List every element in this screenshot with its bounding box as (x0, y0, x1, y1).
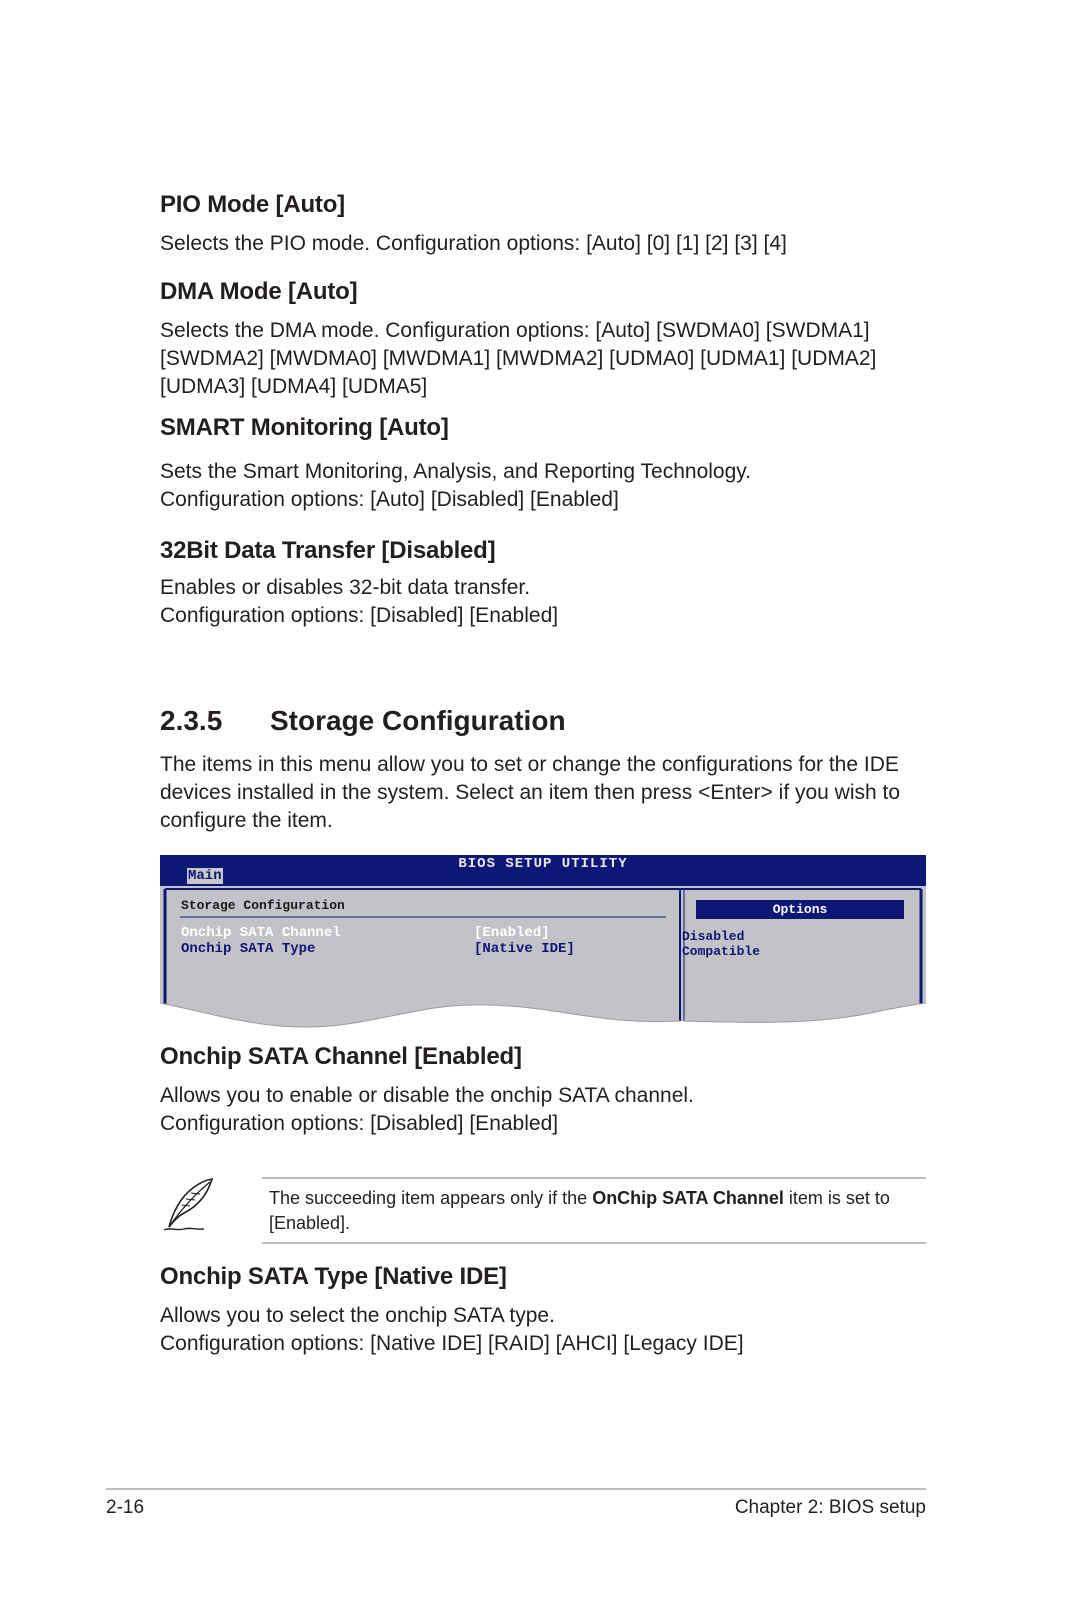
bios-screenshot (160, 855, 926, 1037)
note-bottom-rule (262, 1242, 926, 1244)
storage-configuration-heading (160, 705, 566, 737)
note-line-2: [Enabled]. (269, 1213, 351, 1233)
sata-channel-heading: Onchip SATA Channel [Enabled] (160, 1043, 522, 1070)
bios-option-item[interactable]: Disabled (682, 929, 745, 944)
32bit-transfer-description: Enables or disables 32-bit data transfer. Configuration options: [Disabled] [Enabled] (160, 576, 559, 627)
bios-title: BIOS SETUP UTILITY (458, 856, 628, 872)
bios-option-item[interactable]: Compatible (682, 944, 761, 959)
chapter-label: Chapter 2: BIOS setup (734, 1497, 926, 1518)
note-line-1: The succeeding item appears only if the OnChip SATA Channel item is set to (269, 1188, 890, 1208)
bios-panel-title: Storage Configuration (181, 898, 345, 913)
dma-mode-description: Selects the DMA mode. Configuration options: [Auto] [SWDMA0] [SWDMA1] [SWDMA2] [MWDMA0] [MWDMA1] [MWDMA2] [UDMA0] [UDMA1] [UDMA2] [UDMA3] [UDMA4] [UDMA5] (160, 319, 877, 398)
feather-pen-icon (160, 1175, 220, 1235)
smart-monitoring-heading: SMART Monitoring [Auto] (160, 414, 449, 441)
sata-channel-description: Allows you to enable or disable the onchip SATA channel. Configuration options: [Disabled] [Enabled] (160, 1084, 694, 1135)
32bit-transfer-heading: 32Bit Data Transfer [Disabled] (160, 537, 496, 564)
bios-item-label[interactable]: Onchip SATA Channel (181, 925, 341, 941)
bios-tab-main[interactable]: Main (188, 868, 222, 884)
section-number: 2.3.5 (160, 705, 223, 736)
sata-type-heading: Onchip SATA Type [Native IDE] (160, 1263, 507, 1290)
storage-configuration-description: The items in this menu allow you to set or change the configurations for the IDE devices installed in the system. Select an item then press <Enter> if you wish to configure the item. (160, 753, 901, 832)
dma-mode-heading: DMA Mode [Auto] (160, 278, 358, 305)
sata-type-description: Allows you to select the onchip SATA type. Configuration options: [Native IDE] [RAID] [AHCI] [Legacy IDE] (160, 1304, 744, 1355)
note-text (269, 1186, 929, 1236)
bios-item-value[interactable]: [Native IDE] (474, 941, 575, 957)
page-number: 2-16 (106, 1497, 145, 1518)
bios-item-label[interactable]: Onchip SATA Type (181, 941, 316, 957)
pio-mode-heading: PIO Mode [Auto] (160, 191, 345, 218)
smart-monitoring-description: Sets the Smart Monitoring, Analysis, and Reporting Technology. Configuration options: [Auto] [Disabled] [Enabled] (160, 460, 752, 511)
bios-options-header: Options (696, 900, 904, 919)
pio-mode-description: Selects the PIO mode. Configuration options: [Auto] [0] [1] [2] [3] [4] (160, 232, 787, 255)
note-top-rule (262, 1177, 926, 1179)
section-title: Storage Configuration (270, 705, 566, 736)
footer-rule (106, 1488, 926, 1490)
bios-item-value[interactable]: [Enabled] (474, 925, 550, 941)
